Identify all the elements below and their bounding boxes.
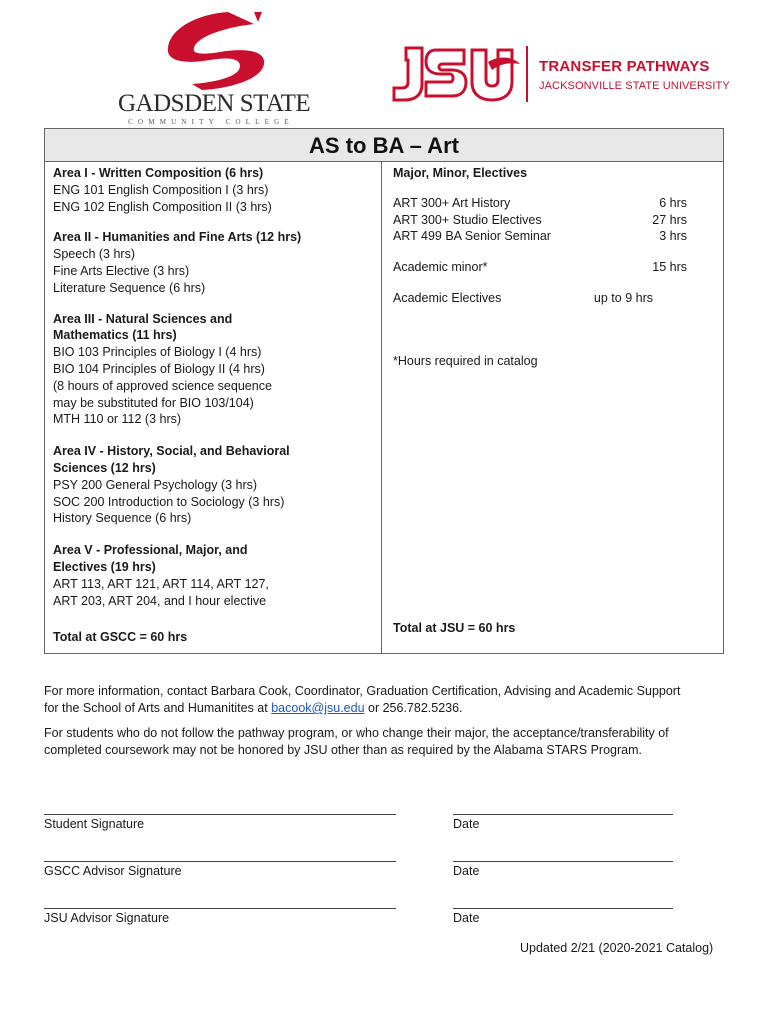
major-course-row bbox=[393, 228, 693, 245]
course-name: ART 300+ Art History bbox=[393, 195, 511, 210]
course-hours: 27 hrs bbox=[652, 212, 687, 227]
area-3-item: (8 hours of approved science sequence bbox=[53, 378, 272, 393]
contact-line-2-suffix: or 256.782.5236. bbox=[364, 701, 463, 715]
gadsden-state-subtitle: COMMUNITY COLLEGE bbox=[128, 118, 294, 126]
area-5-item: ART 203, ART 204, and I hour elective bbox=[53, 593, 267, 608]
area-4-heading: Sciences (12 hrs) bbox=[53, 460, 156, 475]
disclaimer-paragraph bbox=[44, 725, 734, 759]
gadsden-swoosh-icon bbox=[158, 8, 278, 92]
jsu-advisor-date-label: Date bbox=[453, 911, 480, 925]
area-3-item: BIO 104 Principles of Biology II (4 hrs) bbox=[53, 361, 265, 376]
student-signature-line[interactable] bbox=[44, 814, 396, 815]
area-3-heading: Area III - Natural Sciences and bbox=[53, 311, 233, 326]
course-hours: 3 hrs bbox=[659, 229, 687, 244]
student-date-line[interactable] bbox=[453, 814, 673, 815]
course-name: ART 300+ Studio Electives bbox=[393, 212, 542, 227]
table-title: AS to BA – Art bbox=[309, 133, 459, 158]
column-divider bbox=[381, 161, 382, 653]
area-5-heading: Electives (19 hrs) bbox=[53, 559, 156, 574]
area-2-item: Fine Arts Elective (3 hrs) bbox=[53, 263, 190, 278]
electives-name: Academic Electives bbox=[393, 290, 502, 305]
jsu-university-name: JACKSONVILLE STATE UNIVERSITY bbox=[539, 80, 730, 92]
contact-paragraph bbox=[44, 683, 734, 717]
area-1-item: ENG 101 English Composition I (3 hrs) bbox=[53, 182, 269, 197]
jsu-logo-divider bbox=[526, 46, 528, 102]
area-3-item: MTH 110 or 112 (3 hrs) bbox=[53, 412, 182, 427]
course-name: ART 499 BA Senior Seminar bbox=[393, 229, 551, 244]
disclaimer-line-2: completed coursework may not be honored by JSU other than as required by the Alabama STARS Program. bbox=[44, 743, 642, 757]
gadsden-state-name: GADSDEN STATE bbox=[118, 90, 311, 117]
updated-note: Updated 2/21 (2020-2021 Catalog) bbox=[520, 941, 714, 955]
course-table bbox=[44, 128, 724, 654]
area-2-heading: Area II - Humanities and Fine Arts (12 hrs) bbox=[53, 230, 302, 245]
contact-line-2-prefix: for the School of Arts and Humanitites at bbox=[44, 701, 272, 715]
area-5-heading: Area V - Professional, Major, and bbox=[53, 543, 248, 558]
jsu-column bbox=[393, 165, 693, 370]
major-course-row bbox=[393, 195, 693, 212]
student-date-label: Date bbox=[453, 817, 480, 831]
minor-hours: 15 hrs bbox=[652, 260, 687, 275]
catalog-note: *Hours required in catalog bbox=[393, 353, 538, 368]
area-4-item: PSY 200 General Psychology (3 hrs) bbox=[53, 477, 258, 492]
gscc-advisor-signature-line[interactable] bbox=[44, 861, 396, 862]
jsu-advisor-signature-line[interactable] bbox=[44, 908, 396, 909]
gscc-column bbox=[53, 165, 373, 609]
jsu-transfer-pathways-logo bbox=[392, 44, 737, 106]
area-2-item: Literature Sequence (6 hrs) bbox=[53, 280, 206, 295]
jsu-transfer-pathways-title: TRANSFER PATHWAYS bbox=[539, 58, 710, 75]
area-4-item: History Sequence (6 hrs) bbox=[53, 511, 192, 526]
area-3-item: may be substituted for BIO 103/104) bbox=[53, 395, 254, 410]
major-course-row bbox=[393, 212, 693, 229]
jsu-letters-icon bbox=[392, 44, 522, 102]
jsu-total: Total at JSU = 60 hrs bbox=[393, 621, 516, 635]
area-1-item: ENG 102 English Composition II (3 hrs) bbox=[53, 199, 272, 214]
area-2-item: Speech (3 hrs) bbox=[53, 247, 135, 262]
area-4-item: SOC 200 Introduction to Sociology (3 hrs) bbox=[53, 494, 285, 509]
electives-hours: up to 9 hrs bbox=[593, 290, 653, 305]
student-signature-label: Student Signature bbox=[44, 817, 145, 831]
minor-row bbox=[393, 259, 693, 276]
gscc-advisor-date-label: Date bbox=[453, 864, 480, 878]
gscc-total: Total at GSCC = 60 hrs bbox=[53, 630, 188, 644]
email-link[interactable]: bacook@jsu.edu bbox=[271, 701, 365, 715]
area-3-heading: Mathematics (11 hrs) bbox=[53, 328, 177, 343]
area-4-heading: Area IV - History, Social, and Behavioral bbox=[53, 444, 290, 459]
gscc-advisor-signature-label: GSCC Advisor Signature bbox=[44, 864, 182, 878]
course-hours: 6 hrs bbox=[659, 195, 687, 210]
electives-row bbox=[393, 290, 693, 307]
table-header bbox=[45, 129, 723, 162]
gadsden-state-logo bbox=[118, 8, 311, 126]
area-1-heading: Area I - Written Composition (6 hrs) bbox=[53, 166, 264, 180]
contact-line-1: For more information, contact Barbara Cook, Coordinator, Graduation Certification, Advising and Academic Support bbox=[44, 684, 681, 698]
area-5-item: ART 113, ART 121, ART 114, ART 127, bbox=[53, 576, 269, 591]
major-minor-heading: Major, Minor, Electives bbox=[393, 166, 528, 180]
jsu-advisor-date-line[interactable] bbox=[453, 908, 673, 909]
jsu-advisor-signature-label: JSU Advisor Signature bbox=[44, 911, 170, 925]
minor-name: Academic minor* bbox=[393, 260, 488, 275]
disclaimer-line-1: For students who do not follow the pathway program, or who change their major, the acceptance/transferability of bbox=[44, 726, 669, 740]
gscc-advisor-date-line[interactable] bbox=[453, 861, 673, 862]
area-3-item: BIO 103 Principles of Biology I (4 hrs) bbox=[53, 345, 262, 360]
contact-line-2 bbox=[44, 700, 734, 717]
